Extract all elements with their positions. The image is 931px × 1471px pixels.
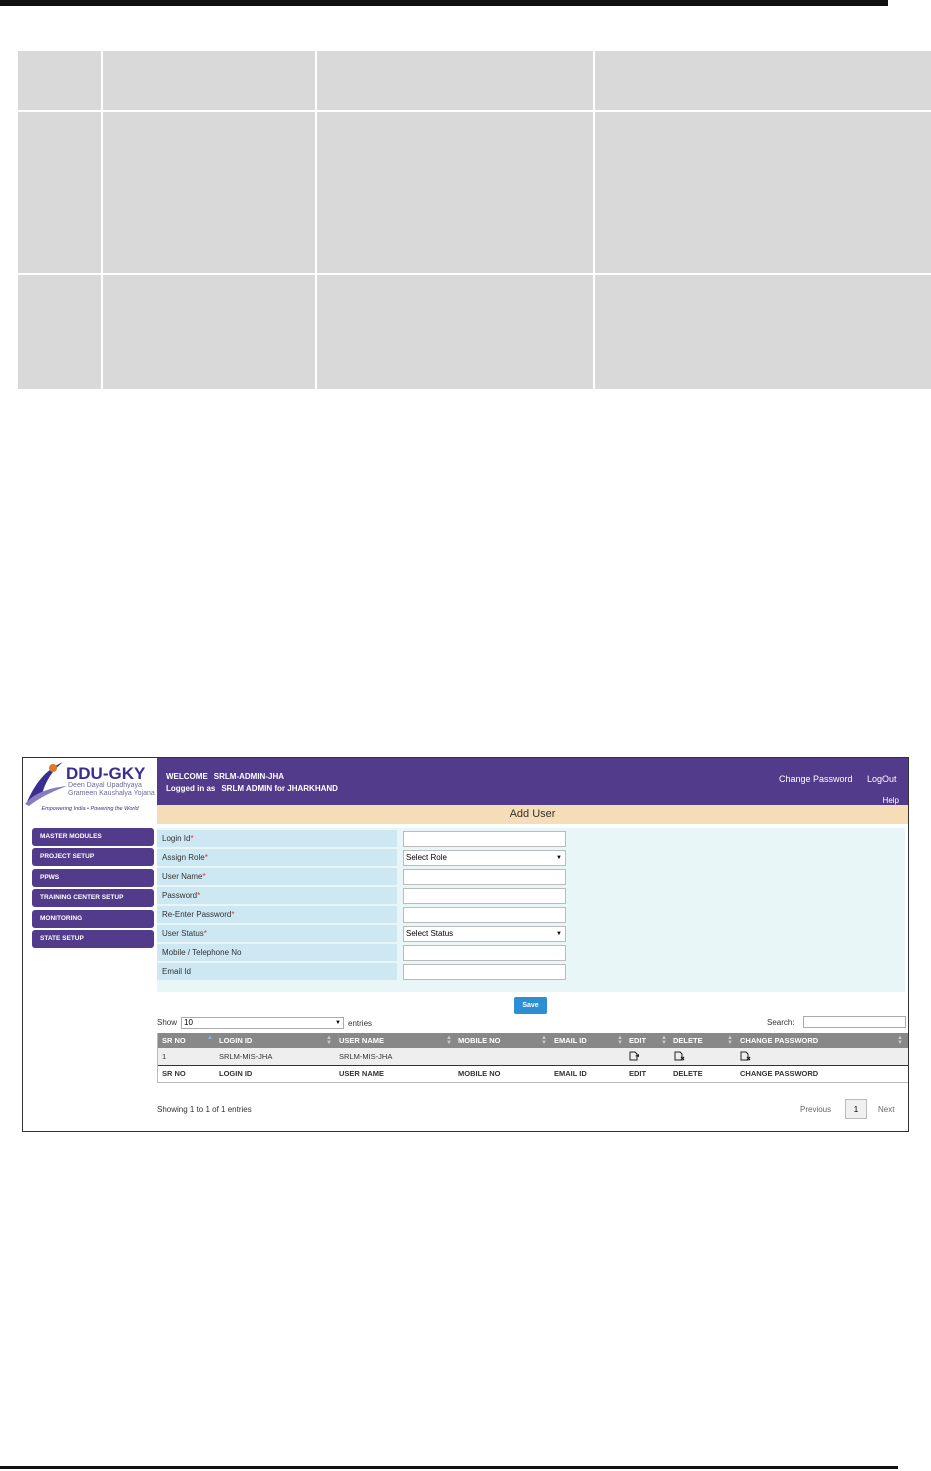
sort-icon: ▲ ▼ (326, 1035, 332, 1046)
user-name-input[interactable] (403, 869, 566, 885)
search-input[interactable] (803, 1016, 906, 1028)
mobile-input[interactable] (403, 945, 566, 961)
table-divider (315, 51, 317, 389)
logo-subtitle-line: Grameen Kaushalya Yojana (68, 790, 155, 797)
foot-change-password: CHANGE PASSWORD (740, 1069, 819, 1078)
logo (23, 758, 157, 822)
table-footer (158, 1065, 908, 1082)
required-mark: * (202, 872, 206, 881)
foot-sr-no: SR NO (162, 1069, 186, 1078)
table-row (158, 1048, 908, 1065)
search-label: Search: (767, 1018, 795, 1027)
field-label-text: User Status (162, 929, 204, 938)
change-password-link[interactable]: Change Password (779, 774, 853, 784)
form-row-assign-role (157, 849, 905, 867)
logo-tagline: Empowering India • Powering the World (41, 806, 139, 812)
sidebar-item-monitoring[interactable]: MONITORING (32, 910, 154, 928)
sidebar-item-master-modules[interactable]: MASTER MODULES (32, 828, 154, 846)
foot-mobile-no: MOBILE NO (458, 1069, 501, 1078)
sidebar-item-project-setup[interactable]: PROJECT SETUP (32, 848, 154, 866)
welcome-block (166, 771, 344, 795)
top-rule (0, 0, 888, 6)
password-input[interactable] (403, 888, 566, 904)
logged-in-label: Logged in as (166, 784, 216, 793)
table-info: Showing 1 to 1 of 1 entries (157, 1105, 252, 1114)
cell-login-id: SRLM-MIS-JHA (219, 1052, 273, 1061)
field-label-text: Mobile / Telephone No (162, 948, 242, 957)
foot-email-id: EMAIL ID (554, 1069, 587, 1078)
sidebar-item-training-center-setup[interactable]: TRAINING CENTER SETUP (32, 889, 154, 907)
col-header-email-id[interactable]: EMAIL ID (554, 1036, 587, 1045)
field-label (157, 925, 397, 942)
assign-role-select[interactable] (403, 850, 566, 866)
chevron-down-icon: ▼ (556, 855, 562, 861)
form-row-reenter-password (157, 906, 905, 924)
header-bar (157, 758, 908, 805)
required-mark: * (203, 929, 207, 938)
form-row-login-id (157, 830, 905, 848)
assign-role-value: Select Role (406, 853, 447, 862)
show-label: Show (157, 1018, 178, 1027)
foot-edit: EDIT (629, 1069, 647, 1078)
table-divider (18, 110, 931, 112)
welcome-label: WELCOME (166, 772, 208, 781)
foot-delete: DELETE (673, 1069, 703, 1078)
field-label-text: Assign Role (162, 853, 205, 862)
logo-subtitle-line: Deen Dayal Upadhyaya (68, 782, 142, 789)
chevron-down-icon: ▼ (556, 931, 562, 937)
chevron-down-icon: ▼ (335, 1020, 341, 1026)
user-status-select[interactable] (403, 926, 566, 942)
sort-icon: ▲ ▼ (897, 1035, 903, 1046)
form-row-mobile (157, 944, 905, 962)
sort-icon: ▲ ▼ (446, 1035, 452, 1046)
col-header-login-id[interactable]: LOGIN ID (219, 1036, 253, 1045)
col-header-mobile-no[interactable]: MOBILE NO (458, 1036, 501, 1045)
required-mark: * (190, 834, 194, 843)
field-label-text: Password (162, 891, 198, 900)
field-label-text: Re-Enter Password (162, 910, 232, 919)
edit-icon[interactable] (629, 1051, 640, 1061)
pagination-page-1[interactable]: 1 (845, 1099, 867, 1119)
col-header-change-password[interactable]: CHANGE PASSWORD (740, 1036, 819, 1045)
page-size-value: 10 (184, 1018, 193, 1027)
form-row-password (157, 887, 905, 905)
col-header-delete[interactable]: DELETE (673, 1036, 703, 1045)
entries-label: entries (348, 1019, 373, 1028)
required-mark: * (231, 910, 235, 919)
users-table (157, 1033, 909, 1083)
pagination-previous[interactable]: Previous (800, 1105, 832, 1114)
sidebar-item-ppws[interactable]: PPWS (32, 869, 154, 887)
logo-swoosh-icon (23, 758, 69, 806)
form-row-user-name (157, 868, 905, 886)
sidebar-item-state-setup[interactable]: STATE SETUP (32, 930, 154, 948)
sidebar-menu (32, 828, 154, 950)
field-label (157, 944, 397, 961)
change-password-icon[interactable] (740, 1051, 751, 1061)
page-title: Add User (157, 805, 908, 824)
logo-title: DDU-GKY (66, 764, 146, 783)
welcome-user: SRLM-ADMIN-JHA (213, 772, 284, 781)
add-user-form (157, 828, 905, 992)
foot-login-id: LOGIN ID (219, 1069, 253, 1078)
field-label-text: Login Id (162, 834, 191, 843)
help-link[interactable]: Help (882, 796, 899, 805)
cell-user-name: SRLM-MIS-JHA (339, 1052, 393, 1061)
login-id-input[interactable] (403, 831, 566, 847)
field-label (157, 849, 397, 866)
table-divider (18, 273, 931, 275)
field-label (157, 963, 397, 980)
col-header-user-name[interactable]: USER NAME (339, 1036, 385, 1045)
required-mark: * (197, 891, 201, 900)
logged-in-value: SRLM ADMIN for JHARKHAND (221, 784, 338, 793)
col-header-sr-no[interactable]: SR NO (162, 1036, 186, 1045)
sort-icon: ▲ ▼ (727, 1035, 733, 1046)
gray-table (18, 51, 931, 389)
form-row-email (157, 963, 905, 981)
required-mark: * (204, 853, 208, 862)
save-button[interactable]: Save (514, 997, 547, 1014)
field-label (157, 906, 397, 923)
page-size-select[interactable] (181, 1017, 344, 1029)
field-label-text: Email Id (162, 967, 191, 976)
field-label (157, 830, 397, 847)
field-label (157, 868, 397, 885)
table-header (158, 1033, 908, 1048)
reenter-password-input[interactable] (403, 907, 566, 923)
field-label (157, 887, 397, 904)
app-screenshot (22, 757, 909, 1132)
logo-subtitle (68, 782, 156, 798)
delete-icon[interactable] (674, 1051, 685, 1061)
sort-icon: ▲ ▼ (617, 1035, 623, 1046)
cell-sr-no: 1 (162, 1052, 167, 1061)
user-status-value: Select Status (406, 929, 454, 938)
field-label-text: User Name (162, 872, 203, 881)
form-row-user-status (157, 925, 905, 943)
email-input[interactable] (403, 964, 566, 980)
table-divider (593, 51, 595, 389)
logout-link[interactable]: LogOut (867, 774, 897, 784)
sort-icon: ▲ ▼ (541, 1035, 547, 1046)
col-header-edit[interactable]: EDIT (629, 1036, 647, 1045)
sort-icon: ▲ ▼ (661, 1035, 667, 1046)
sort-icon: ▲ (207, 1035, 213, 1041)
pagination-next[interactable]: Next (878, 1105, 895, 1114)
bottom-rule (0, 1466, 898, 1469)
foot-user-name: USER NAME (339, 1069, 385, 1078)
table-divider (101, 51, 103, 389)
